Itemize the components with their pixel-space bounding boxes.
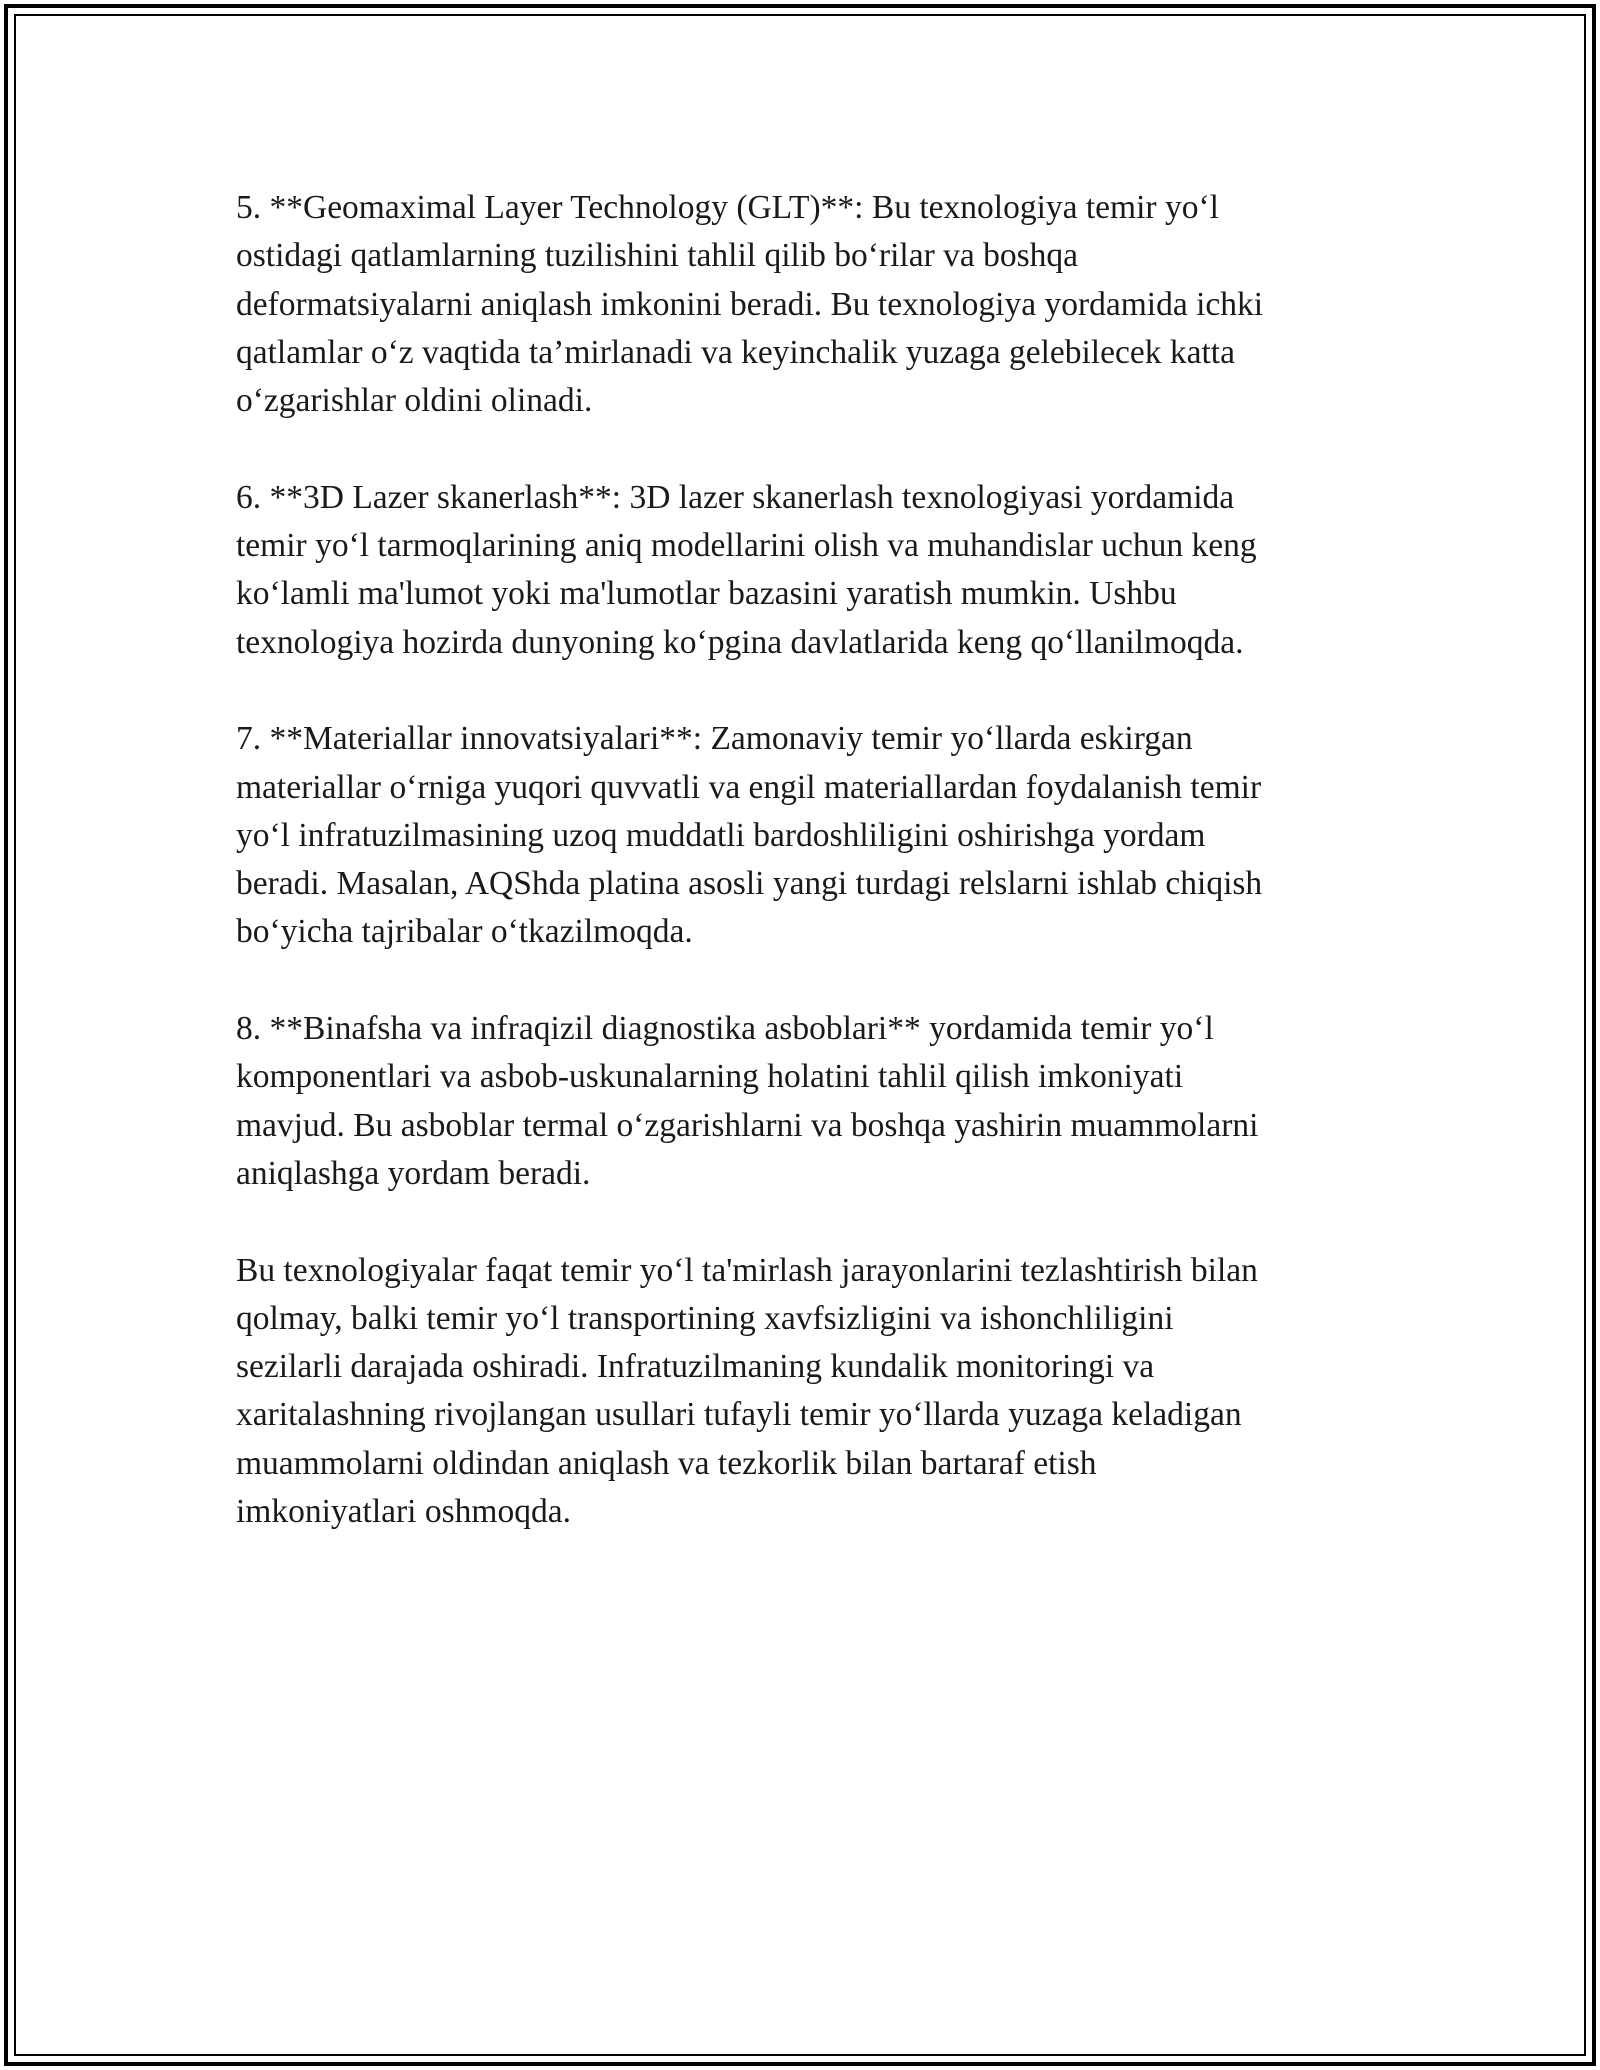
- document-body: [236, 184, 1366, 1585]
- paragraph-item-7: 7. **Materiallar innovatsiyalari**: Zamonaviy temir yo‘llarda eskirgan materiallar o‘rniga yuqori quvvatli va engil materiallardan foydalanish temir yo‘l infratuzilmasining uzoq muddatli bardoshliligini oshirishga yordam beradi. Masalan, AQShda platina asosli yangi turdagi relslarni ishlab chiqish bo‘yicha tajribalar o‘tkazilmoqda.: [236, 720, 1263, 951]
- paragraph-item-5: 5. **Geomaximal Layer Technology (GLT)**: Bu texnologiya temir yo‘l ostidagi qatlamlarning tuzilishini tahlil qilib bo‘rilar va boshqa deformatsiyalarni aniqlash imkonini beradi. Bu texnologiya yordamida ichki qatlamlar o‘z vaqtida ta’mirlanadi va keyinchalik yuzaga gelebilecek katta o‘zgarishlar oldini olinadi.: [236, 189, 1264, 420]
- paragraph-item-6: 6. **3D Lazer skanerlash**: 3D lazer skanerlash texnologiyasi yordamida temir yo‘l tarmoqlarining aniq modellarini olish va muhandislar uchun keng ko‘lamli ma'lumot yoki ma'lumotlar bazasini yaratish mumkin. Ushbu texnologiya hozirda dunyoning ko‘pgina davlatlarida keng qo‘llanilmoqda.: [236, 478, 1257, 661]
- paragraph-conclusion: Bu texnologiyalar faqat temir yo‘l ta'mirlash jarayonlarini tezlashtirish bilan qolmay, balki temir yo‘l transportining xavfsizligini va ishonchliligini sezilarli darajada oshiradi. Infratuzilmaning kundalik monitoringi va xaritalashning rivojlangan usullari tufayli temir yo‘llarda yuzaga keladigan muammolarni oldindan aniqlash va tezkorlik bilan bartaraf etish imkoniyatlari oshmoqda.: [236, 1251, 1258, 1531]
- paragraph-item-8: 8. **Binafsha va infraqizil diagnostika asboblari** yordamida temir yo‘l komponentlari va asbob-uskunalarning holatini tahlil qilish imkoniyati mavjud. Bu asboblar termal o‘zgarishlarni va boshqa yashirin muammolarni aniqlashga yordam beradi.: [236, 1010, 1259, 1192]
